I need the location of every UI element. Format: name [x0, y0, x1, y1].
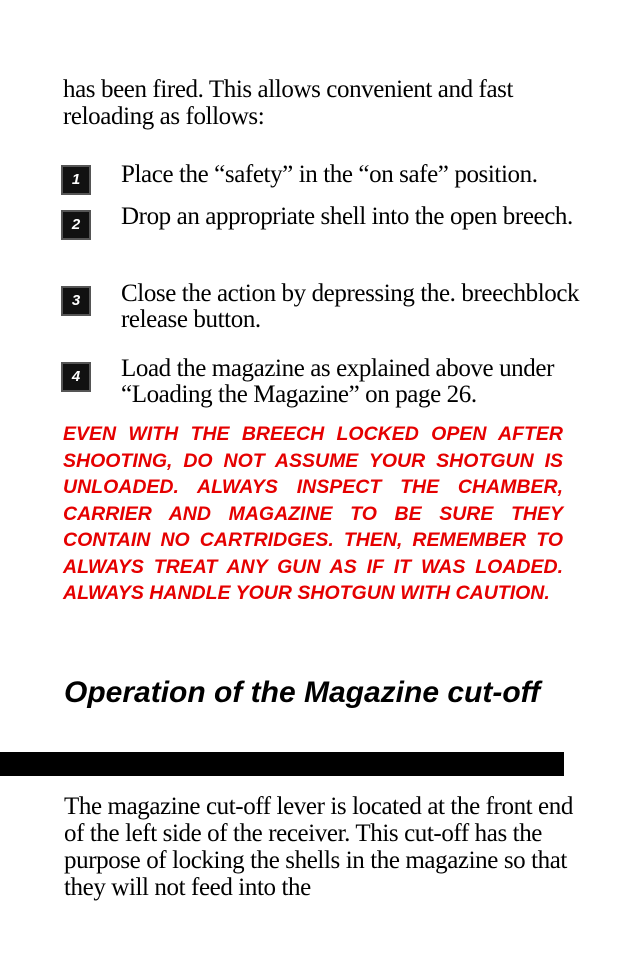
step-text: Place the “safety” in the “on safe” position. — [121, 161, 538, 188]
step-number-badge: 1 — [61, 165, 91, 195]
step-text: Close the action by depressing the. breechblock release button. — [121, 280, 580, 333]
body-paragraph: The magazine cut-off lever is located at the front end of the left side of the receiver. This cut-off has the purpose of locking the shells in the magazine so that they will not feed into the — [64, 793, 573, 901]
step-number-badge: 3 — [61, 286, 91, 316]
safety-warning: EVEN WITH THE BREECH LOCKED OPEN AFTER SHOOTING, DO NOT ASSUME YOUR SHOTGUN IS UNLOADED. ALWAYS INSPECT THE CHAMBER, CARRIER AND MAGAZINE TO BE SURE THEY CONTAIN NO CARTRIDGES. THEN, REMEMBER TO ALWAYS TREAT ANY GUN AS IF IT WAS LOADED. ALWAYS HANDLE YOUR SHOTGUN WITH CAUTION. — [63, 423, 563, 604]
step-text: Load the magazine as explained above under “Loading the Magazine” on page 26. — [121, 355, 555, 408]
section-heading: Operation of the Magazine cut-off — [64, 676, 541, 709]
step-number-badge: 2 — [61, 210, 91, 240]
step-number-badge: 4 — [61, 362, 91, 392]
step-text: Drop an appropriate shell into the open breech. — [121, 203, 573, 230]
intro-paragraph: has been fired. This allows convenient and fast reloading as follows: — [63, 76, 514, 130]
section-divider-bar — [0, 752, 564, 776]
